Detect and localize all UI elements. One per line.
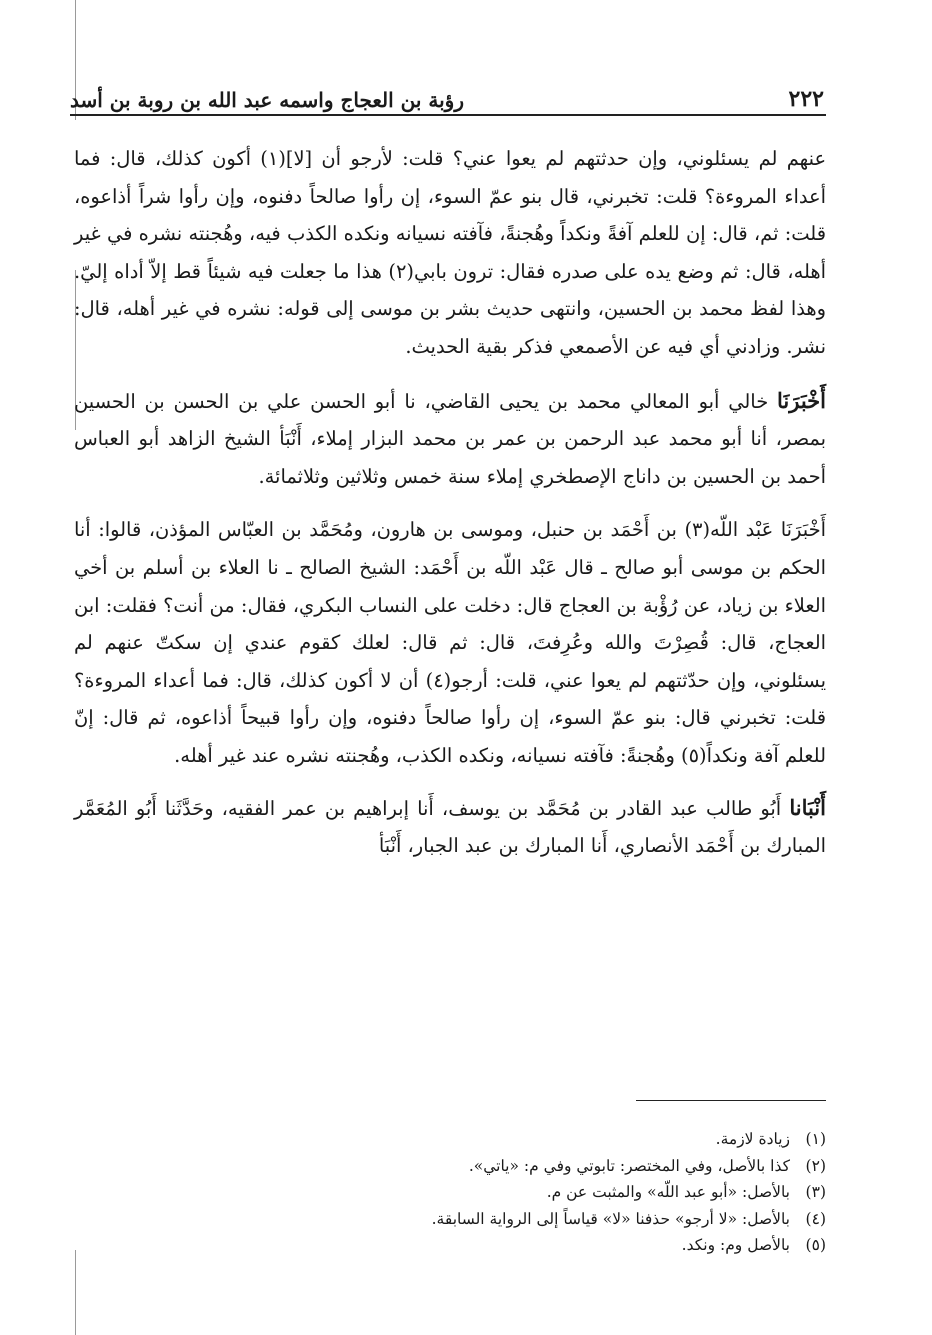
page-header: [70, 72, 824, 112]
footnote: [150, 1153, 826, 1180]
footnote-number: (٤): [805, 1209, 826, 1228]
footnote: [150, 1126, 826, 1153]
main-text: [74, 140, 826, 881]
footnote-number: (٢): [805, 1156, 826, 1175]
footnote-text: بالأصل: «أبو عبد اللّه» والمثبت عن م.: [546, 1183, 790, 1201]
footnote-separator: [636, 1100, 826, 1101]
paragraph-4-text: أَبُو طالب عبد القادر بن مُحَمَّد بن يوسف، أَنا إبراهيم بن عمر الفقيه، وحَدَّثَنا أَبُو المُعَمَّر المبارك بن أَحْمَد الأنصاري، أَنا المبارك بن عبد الجبار، أَنْبَأ: [74, 796, 826, 858]
footnotes: [150, 1126, 826, 1259]
paragraph-2-text: خالي أبو المعالي محمد بن يحيى القاضي، نا أبو الحسن علي بن الحسن بن الحسين بمصر، أنا أبو محمد عبد الرحمن بن عمر بن محمد البزار إملاء، أَنْبَأ الشيخ الزاهد أبو العباس أحمد بن الحسين بن داناج الإصطخري إملاء سنة خمس وثلاثين وثلاثمائة.: [74, 389, 826, 488]
paragraph-2: [74, 382, 826, 496]
paragraph-1-text: عنهم لم يسئلوني، وإن حدثتهم لم يعوا عني؟ قلت: لأرجو أن [لا](١) أكون كذلك، قال: فما أعداء المروءة؟ قلت: تخبرني، قال بنو عمّ السوء، إن رأوا صالحاً دفنوه، وإن رأوا شراً أذاعوه، قلت: ثم، قال: إن للعلم آفةً ونكداً وهُجنةً، فآفته نسيانه ونكده الكذب فيه، وهُجنته نشره في غير أهله، قال: ثم وضع يده على صدره فقال: ترون بابي(٢) هذا ما جعلت فيه شيئاً قط إلاّ أداه إليّ. وهذا لفظ محمد بن الحسين، وانتهى حديث بشر بن موسى إلى قوله: نشره في غير أهله، قال: نشر. وزادني أي فيه عن الأصمعي فذكر بقية الحديث.: [74, 147, 827, 358]
footnote: [150, 1179, 826, 1206]
footnote-text: بالأصل وم: ونكد.: [681, 1236, 790, 1254]
running-title: رؤبة بن العجاج واسمه عبد الله بن روبة بن أسد: [70, 88, 464, 112]
footnote: [150, 1232, 826, 1259]
footnote-number: (١): [805, 1130, 826, 1148]
header-rule: [70, 114, 826, 116]
paragraph-2-lead-word: أَخْبَرَنَا: [777, 387, 826, 413]
scan-edge-line-bottom: [75, 1250, 76, 1335]
page-number: ٢٢٢: [788, 86, 824, 112]
footnote-number: (٣): [805, 1183, 826, 1201]
paragraph-4: [74, 789, 826, 865]
footnote: [150, 1206, 826, 1233]
paragraph-1: [74, 140, 826, 366]
paragraph-3-text: أَخْبَرَنَا عَبْد اللّه(٣) بن أَحْمَد بن حنبل، وموسى بن هارون، ومُحَمَّد بن العبّاس المؤذن، قالوا: أنا الحكم بن موسى أبو صالح ـ قال عَبْد اللّه بن أَحْمَد: الشيخ الصالح ـ نا العلاء بن أسلم بن أخي العلاء بن زياد، عن رُؤْبة بن العجاج قال: دخلت على النساب البكري، فقال: من أنت؟ فقلت: ابن العجاج، قال: قُصِرْتَ والله وعُرِفتَ، قال: ثم قال: لعلك كقوم عندي إن سكتّ عنهم لم يسئلوني، وإن حدّثتهم لم يعوا عني، قلت: أرجو(٤) أن لا أكون كذلك، قال: فما أعداء المروءة؟ قلت: تخبرني قال: بنو عمّ السوء، إن رأوا صالحاً دفنوه، وإن رأوا قبيحاً أذاعوه، ثم قال: إنّ للعلم آفة ونكداً(٥) وهُجنةً: فآفته نسيانه، ونكده الكذب، وهُجنته نشره عند غير أهله.: [74, 518, 826, 767]
footnote-text: زيادة لازمة.: [715, 1130, 790, 1148]
footnote-text: كذا بالأصل، وفي المختصر: تابوتي وفي م: «ياتي».: [468, 1156, 790, 1175]
footnote-number: (٥): [805, 1236, 826, 1254]
footnote-text: بالأصل: «لا أرجو» حذفنا «لا» قياساً إلى الرواية السابقة.: [431, 1209, 790, 1228]
paragraph-4-lead-word: أَنْبَانا: [789, 794, 826, 820]
paragraph-3: [74, 511, 826, 774]
